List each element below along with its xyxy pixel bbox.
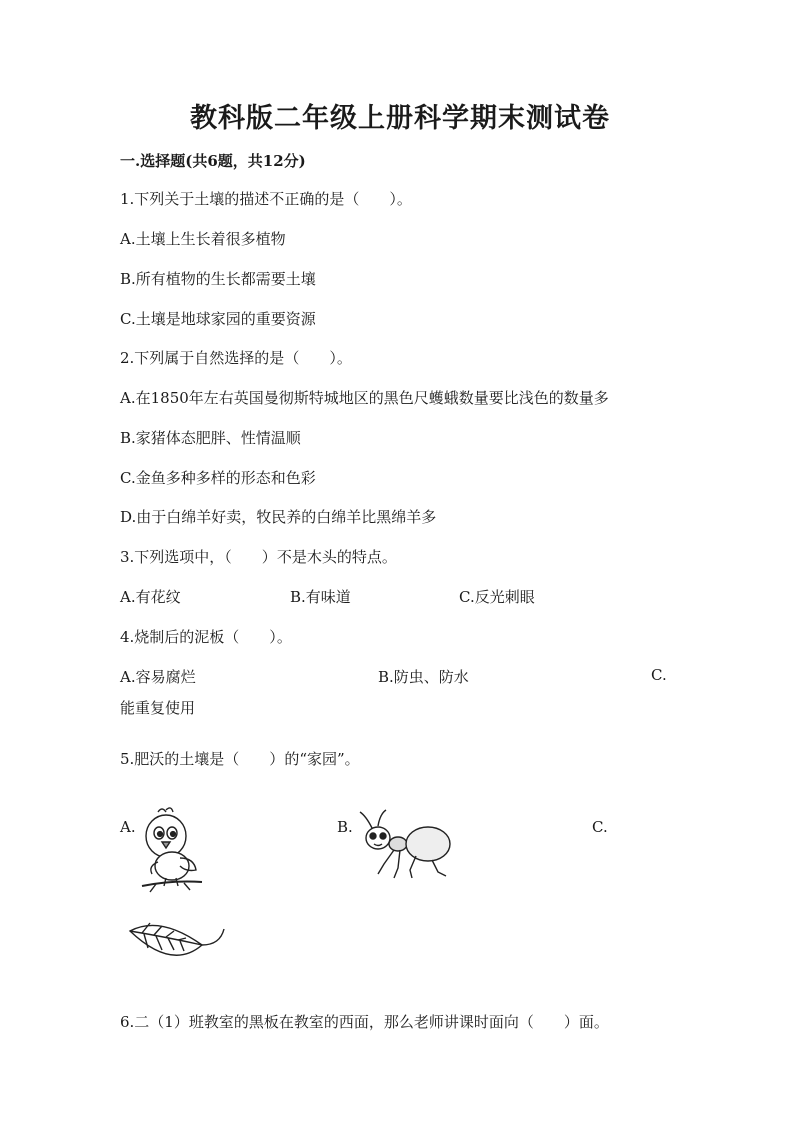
- question-1-option-b: B.所有植物的生长都需要土壤: [120, 270, 316, 288]
- question-5-option-a: A.: [120, 818, 136, 836]
- question-1-option-c: C.土壤是地球家园的重要资源: [120, 310, 316, 328]
- question-5-option-b: B.: [337, 818, 353, 836]
- leaf-icon: [126, 915, 230, 975]
- question-4-option-b: B.防虫、防水: [378, 668, 469, 686]
- question-3-option-c: C.反光刺眼: [459, 588, 535, 606]
- question-1-option-a: A.土壤上生长着很多植物: [120, 230, 286, 248]
- question-3-stem: 3.下列选项中，（ ）不是木头的特点。: [120, 548, 397, 566]
- question-4-option-a: A.容易腐烂: [120, 668, 196, 686]
- question-3-option-b: B.有味道: [290, 588, 351, 606]
- question-2-option-b: B.家猪体态肥胖、性情温顺: [120, 429, 301, 447]
- question-5-stem: 5.肥沃的土壤是（ ）的“家园”。: [120, 750, 360, 768]
- question-6-stem: 6.二（1）班教室的黑板在教室的西面，那么老师讲课时面向（ ）面。: [120, 1013, 609, 1031]
- question-2-stem: 2.下列属于自然选择的是（ ）。: [120, 349, 352, 367]
- page-title: 教科版二年级上册科学期末测试卷: [190, 103, 610, 134]
- question-2-option-c: C.金鱼多种多样的形态和色彩: [120, 469, 316, 487]
- question-4-option-c-letter: C.: [651, 666, 667, 684]
- question-2-option-a: A.在1850年左右英国曼彻斯特城地区的黑色尺蠖蛾数量要比浅色的数量多: [120, 389, 609, 407]
- question-2-option-d: D.由于白绵羊好卖，牧民养的白绵羊比黑绵羊多: [120, 508, 437, 526]
- section-heading: 一.选择题(共6题，共12分): [120, 152, 306, 170]
- question-4-stem: 4.烧制后的泥板（ ）。: [120, 628, 292, 646]
- question-1-stem: 1.下列关于土壤的描述不正确的是（ ）。: [120, 190, 412, 208]
- question-3-option-a: A.有花纹: [120, 588, 181, 606]
- ant-icon: [354, 806, 456, 884]
- question-4-option-c-text: 能重复使用: [120, 699, 196, 717]
- question-5-option-c: C.: [592, 818, 608, 836]
- bird-chick-icon: [136, 806, 208, 894]
